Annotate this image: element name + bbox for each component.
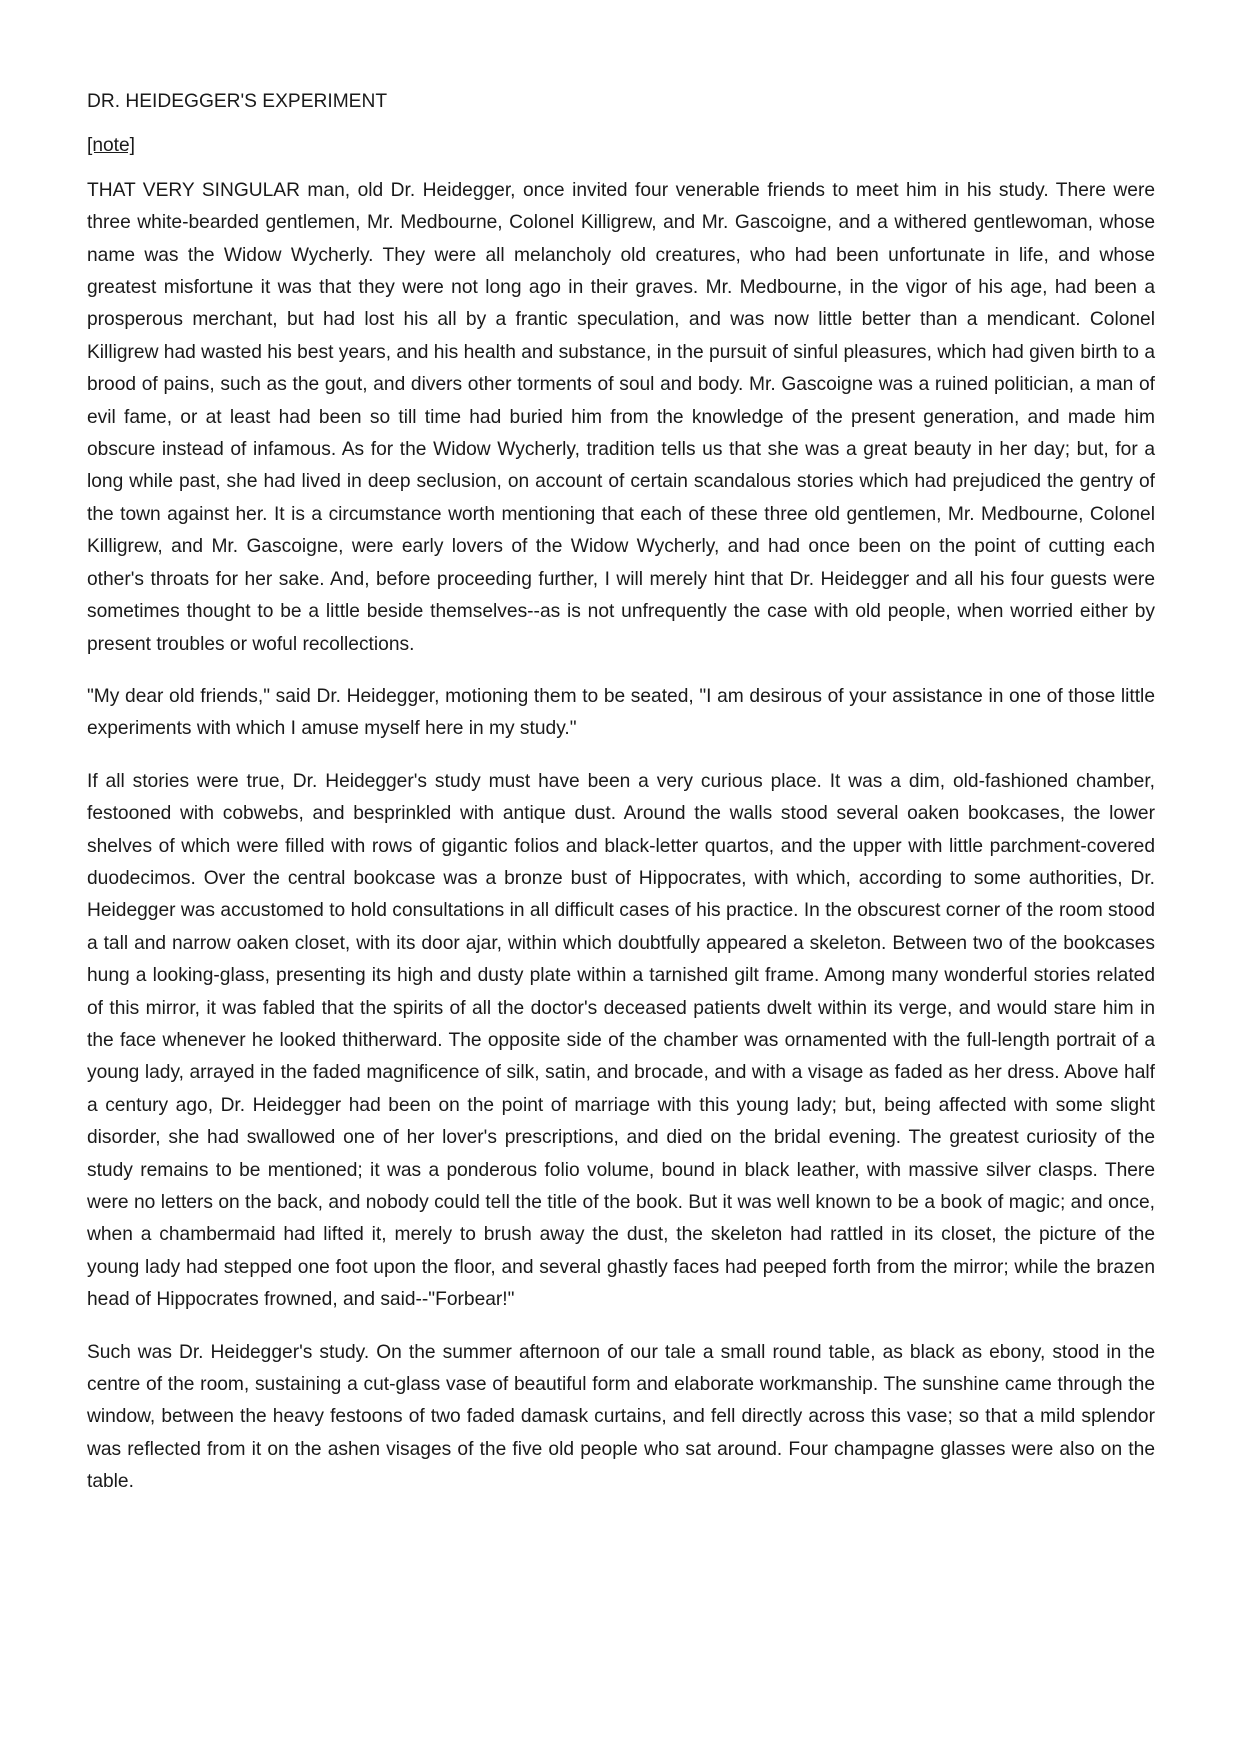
- paragraph-4: Such was Dr. Heidegger's study. On the summer afternoon of our tale a small round table, as black as ebony, stood in the centre of the room, sustaining a cut-glass vase of beautiful form and elaborate workmanship. The sunshine came through the window, between the heavy festoons of two faded damask curtains, and fell directly across this vase; so that a mild splendor was reflected from it on the ashen visages of the five old people who sat around. Four champagne glasses were also on the table.: [87, 1341, 1155, 1493]
- document-page: [87, 86, 1155, 1519]
- note-row: [87, 130, 1155, 174]
- note-link[interactable]: [note]: [87, 135, 136, 157]
- paragraph-1: THAT VERY SINGULAR man, old Dr. Heidegger, once invited four venerable friends to meet him in his study. There were three white-bearded gentlemen, Mr. Medbourne, Colonel Killigrew, and Mr. Gascoigne, and a withered gentlewoman, whose name was the Widow Wycherly. They were all melancholy old creatures, who had been unfortunate in life, and whose greatest misfortune it was that they were not long ago in their graves. Mr. Medbourne, in the vigor of his age, had been a prosperous merchant, but had lost his all by a frantic speculation, and was now little better than a mendicant. Colonel Killigrew had wasted his best years, and his health and substance, in the pursuit of sinful pleasures, which had given birth to a brood of pains, such as the gout, and divers other torments of soul and body. Mr. Gascoigne was a ruined politician, a man of evil fame, or at least had been so till time had buried him from the knowledge of the present generation, and made him obscure instead of infamous. As for the Widow Wycherly, tradition tells us that she was a great beauty in her day; but, for a long while past, she had lived in deep seclusion, on account of certain scandalous stories which had prejudiced the gentry of the town against her. It is a circumstance worth mentioning that each of these three old gentlemen, Mr. Medbourne, Colonel Killigrew, and Mr. Gascoigne, were early lovers of the Widow Wycherly, and had once been on the point of cutting each other's throats for her sake. And, before proceeding further, I will merely hint that Dr. Heidegger and all his four guests were sometimes thought to be a little beside themselves--as is not unfrequently the case with old people, when worried either by present troubles or woful recollections.: [87, 179, 1155, 655]
- paragraph-3: If all stories were true, Dr. Heidegger's study must have been a very curious place. It was a dim, old-fashioned chamber, festooned with cobwebs, and besprinkled with antique dust. Around the walls stood several oaken bookcases, the lower shelves of which were filled with rows of gigantic folios and black-letter quartos, and the upper with little parchment-covered duodecimos. Over the central bookcase was a bronze bust of Hippocrates, with which, according to some authorities, Dr. Heidegger was accustomed to hold consultations in all difficult cases of his practice. In the obscurest corner of the room stood a tall and narrow oaken closet, with its door ajar, within which doubtfully appeared a skeleton. Between two of the bookcases hung a looking-glass, presenting its high and dusty plate within a tarnished gilt frame. Among many wonderful stories related of this mirror, it was fabled that the spirits of all the doctor's deceased patients dwelt within its verge, and would stare him in the face whenever he looked thitherward. The opposite side of the chamber was ornamented with the full-length portrait of a young lady, arrayed in the faded magnificence of silk, satin, and brocade, and with a visage as faded as her dress. Above half a century ago, Dr. Heidegger had been on the point of marriage with this young lady; but, being affected with some slight disorder, she had swallowed one of her lover's prescriptions, and died on the bridal evening. The greatest curiosity of the study remains to be mentioned; it was a ponderous folio volume, bound in black leather, with massive silver clasps. There were no letters on the back, and nobody could tell the title of the book. But it was well known to be a book of magic; and once, when a chambermaid had lifted it, merely to brush away the dust, the skeleton had rattled in its closet, the picture of the young lady had stepped one foot upon the floor, and several ghastly faces had peeped forth from the mirror; while the brazen head of Hippocrates frowned, and said--"Forbear!": [87, 770, 1155, 1311]
- story-title: DR. HEIDEGGER'S EXPERIMENT: [87, 91, 388, 112]
- paragraph-2: "My dear old friends," said Dr. Heidegger, motioning them to be seated, "I am desirous of your assistance in one of those little experiments with which I amuse myself here in my study.": [87, 685, 1155, 740]
